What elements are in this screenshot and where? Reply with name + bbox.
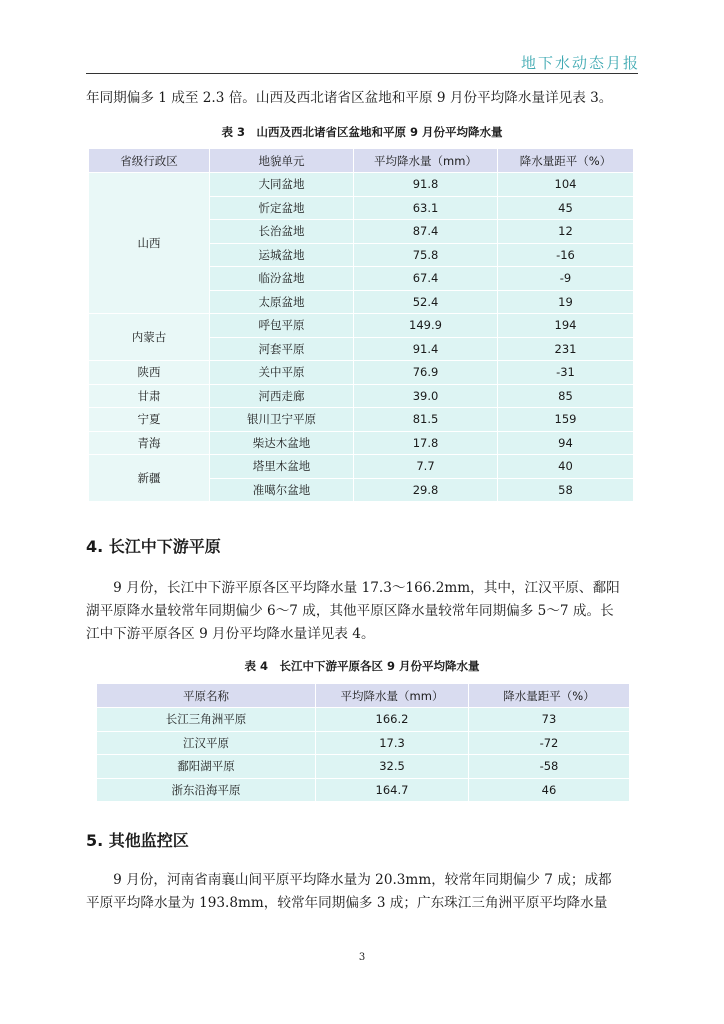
section4-heading: 4. 长江中下游平原 [86, 537, 221, 556]
rain-cell: 7.7 [354, 455, 498, 479]
unit-cell: 运城盆地 [210, 243, 354, 267]
rain-cell: 166.2 [316, 708, 469, 732]
table-row [89, 455, 634, 479]
table-row [89, 361, 634, 385]
rain-cell: 39.0 [354, 384, 498, 408]
anomaly-cell: 94 [498, 431, 634, 455]
unit-cell: 塔里木盆地 [210, 455, 354, 479]
unit-cell: 长治盆地 [210, 220, 354, 244]
anomaly-cell: 231 [498, 337, 634, 361]
plain-cell: 鄱阳湖平原 [97, 755, 316, 779]
anomaly-cell: 194 [498, 314, 634, 338]
intro-paragraph [86, 87, 640, 110]
unit-cell: 河套平原 [210, 337, 354, 361]
unit-cell: 河西走廊 [210, 384, 354, 408]
paragraph-line: 湖平原降水量较常年同期偏少 6～7 成，其他平原区降水量较常年同期偏多 5～7 成。长 [86, 603, 614, 619]
page-number: 3 [358, 952, 366, 963]
table3 [88, 148, 634, 502]
col-header-province: 省级行政区 [89, 149, 210, 173]
anomaly-cell: 159 [498, 408, 634, 432]
rain-cell: 52.4 [354, 290, 498, 314]
table4-caption: 表 4 长江中下游平原各区 9 月份平均降水量 [244, 659, 480, 673]
anomaly-cell: 19 [498, 290, 634, 314]
rain-cell: 81.5 [354, 408, 498, 432]
rain-cell: 149.9 [354, 314, 498, 338]
unit-cell: 柴达木盆地 [210, 431, 354, 455]
col-header-rain: 平均降水量（mm） [316, 684, 469, 708]
paragraph-line: 江中下游平原各区 9 月份平均降水量详见表 4。 [86, 626, 375, 642]
paragraph-line: 年同期偏多 1 成至 2.3 倍。山西及西北诸省区盆地和平原 9 月份平均降水量详见表 3。 [86, 90, 613, 106]
table-row [97, 708, 630, 732]
report-title: 地下水动态月报 [520, 54, 640, 72]
section5-heading: 5. 其他监控区 [86, 831, 189, 850]
anomaly-cell: 12 [498, 220, 634, 244]
anomaly-cell: 104 [498, 173, 634, 197]
unit-cell: 忻定盆地 [210, 196, 354, 220]
unit-cell: 关中平原 [210, 361, 354, 385]
section4-paragraph [86, 577, 640, 646]
rain-cell: 91.4 [354, 337, 498, 361]
section5-paragraph [86, 869, 640, 915]
unit-cell: 大同盆地 [210, 173, 354, 197]
anomaly-cell: -72 [469, 731, 630, 755]
table-header-row [97, 684, 630, 708]
unit-cell: 准噶尔盆地 [210, 478, 354, 502]
table-row [97, 755, 630, 779]
table-row [89, 173, 634, 197]
anomaly-cell: 46 [469, 778, 630, 802]
anomaly-cell: 85 [498, 384, 634, 408]
unit-cell: 太原盆地 [210, 290, 354, 314]
table-header-row [89, 149, 634, 173]
province-cell: 内蒙古 [89, 314, 210, 361]
col-header-rain: 平均降水量（mm） [354, 149, 498, 173]
table-row [97, 778, 630, 802]
plain-cell: 长江三角洲平原 [97, 708, 316, 732]
unit-cell: 银川卫宁平原 [210, 408, 354, 432]
paragraph-line: 9 月份，长江中下游平原各区平均降水量 17.3～166.2mm，其中，江汉平原、鄱阳 [86, 580, 620, 596]
rain-cell: 76.9 [354, 361, 498, 385]
rain-cell: 32.5 [316, 755, 469, 779]
paragraph-line: 平原平均降水量为 193.8mm，较常年同期偏多 3 成；广东珠江三角洲平原平均降水量 [86, 895, 608, 911]
table-row [89, 314, 634, 338]
rain-cell: 87.4 [354, 220, 498, 244]
anomaly-cell: 45 [498, 196, 634, 220]
rain-cell: 75.8 [354, 243, 498, 267]
col-header-anomaly: 降水量距平（%） [498, 149, 634, 173]
anomaly-cell: -58 [469, 755, 630, 779]
province-cell: 山西 [89, 173, 210, 314]
rain-cell: 17.8 [354, 431, 498, 455]
table3-caption: 表 3 山西及西北诸省区盆地和平原 9 月份平均降水量 [221, 125, 503, 139]
province-cell: 陕西 [89, 361, 210, 385]
rain-cell: 91.8 [354, 173, 498, 197]
header-divider [86, 73, 638, 74]
plain-cell: 浙东沿海平原 [97, 778, 316, 802]
paragraph-line: 9 月份，河南省南襄山间平原平均降水量为 20.3mm，较常年同期偏少 7 成；成都 [86, 872, 612, 888]
table-row [89, 384, 634, 408]
col-header-unit: 地貌单元 [210, 149, 354, 173]
anomaly-cell: 40 [498, 455, 634, 479]
unit-cell: 呼包平原 [210, 314, 354, 338]
anomaly-cell: -9 [498, 267, 634, 291]
rain-cell: 164.7 [316, 778, 469, 802]
table-row [89, 408, 634, 432]
plain-cell: 江汉平原 [97, 731, 316, 755]
province-cell: 甘肃 [89, 384, 210, 408]
table4 [96, 683, 630, 802]
col-header-anomaly: 降水量距平（%） [469, 684, 630, 708]
province-cell: 宁夏 [89, 408, 210, 432]
unit-cell: 临汾盆地 [210, 267, 354, 291]
table-row [97, 731, 630, 755]
rain-cell: 17.3 [316, 731, 469, 755]
anomaly-cell: 73 [469, 708, 630, 732]
rain-cell: 67.4 [354, 267, 498, 291]
rain-cell: 63.1 [354, 196, 498, 220]
anomaly-cell: -31 [498, 361, 634, 385]
col-header-plain: 平原名称 [97, 684, 316, 708]
rain-cell: 29.8 [354, 478, 498, 502]
province-cell: 青海 [89, 431, 210, 455]
province-cell: 新疆 [89, 455, 210, 502]
table-row [89, 431, 634, 455]
anomaly-cell: 58 [498, 478, 634, 502]
anomaly-cell: -16 [498, 243, 634, 267]
